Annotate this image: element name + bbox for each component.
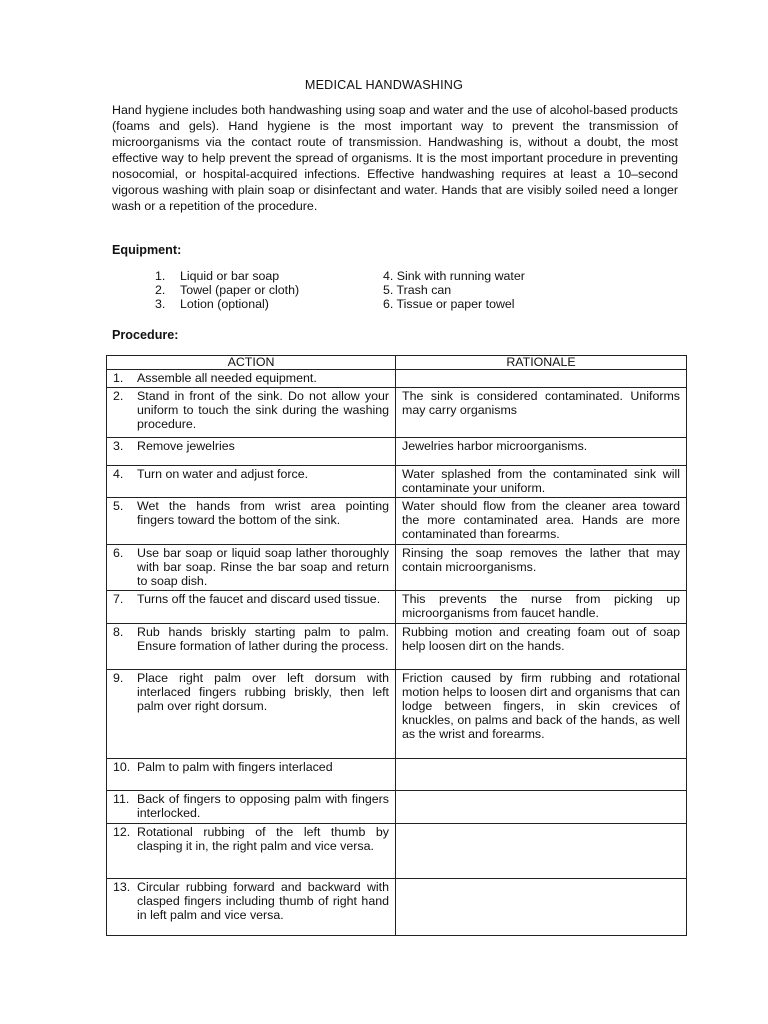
table-row (107, 824, 687, 879)
step-number: 6. (113, 546, 124, 560)
equipment-item (155, 283, 299, 297)
table-row (107, 545, 687, 591)
equipment-label: Liquid or bar soap (180, 269, 280, 283)
step-number: 12. (113, 825, 131, 839)
table-row (107, 879, 687, 936)
action-cell (107, 824, 396, 879)
step-number: 11. (113, 792, 130, 806)
step-number: 10. (113, 760, 131, 774)
equipment-item: 6. Tissue or paper towel (383, 297, 515, 311)
procedure-heading: Procedure: (112, 328, 179, 342)
rationale-cell: Friction caused by firm rubbing and rotational motion helps to loosen dirt and organisms that can lodge between fingers, in skin crevices of knuckles, on palms and back of the hands, as well as the wrist and forearms. (396, 670, 687, 759)
rationale-cell: Water should flow from the cleaner area toward the more contaminated area. Hands are more contaminated than forearms. (396, 498, 687, 545)
rationale-cell: This prevents the nurse from picking up microorganisms from faucet handle. (396, 591, 687, 624)
rationale-cell: Rinsing the soap removes the lather that may contain microorganisms. (396, 545, 687, 591)
table-row (107, 370, 687, 388)
table-row (107, 438, 687, 466)
action-text: Use bar soap or liquid soap lather thoroughly with bar soap. Rinse the bar soap and return to soap dish. (137, 546, 389, 588)
action-cell (107, 370, 396, 388)
equipment-number: 2. (155, 283, 166, 297)
table-row (107, 791, 687, 824)
equipment-heading: Equipment: (112, 243, 182, 257)
step-number: 3. (113, 439, 124, 453)
equipment-item: 4. Sink with running water (383, 269, 525, 283)
equipment-row (155, 297, 575, 311)
rationale-cell: The sink is considered contaminated. Uniforms may carry organisms (396, 388, 687, 438)
step-number: 2. (113, 389, 124, 403)
step-number: 8. (113, 625, 124, 639)
equipment-label: Lotion (optional) (180, 297, 269, 311)
action-text: Wet the hands from wrist area pointing fingers toward the bottom of the sink. (137, 499, 389, 527)
equipment-row (155, 283, 575, 297)
action-text: Turn on water and adjust force. (137, 467, 309, 481)
step-number: 5. (113, 499, 124, 513)
page-title: MEDICAL HANDWASHING (304, 78, 464, 92)
action-cell (107, 498, 396, 545)
intro-paragraph: Hand hygiene includes both handwashing using soap and water and the use of alcohol-based products (foams and gels). Hand hygiene is the most important way to prevent the transmission of microorganisms via the contact route of transmission. Handwashing is, without a doubt, the most effective way to help prevent the spread of organisms. It is the most important procedure in preventing nosocomial, or hospital-acquired infections. Effective handwashing requires at least a 10–second vigorous washing with plain soap or disinfectant and water. Hands that are visibly soiled need a longer wash or a repetition of the procedure. (112, 103, 678, 213)
equipment-number: 1. (155, 269, 166, 283)
procedure-table (106, 355, 687, 936)
action-cell (107, 624, 396, 670)
rationale-cell (396, 824, 687, 879)
action-cell (107, 791, 396, 824)
action-cell (107, 759, 396, 791)
table-header-row (107, 356, 687, 370)
table-row (107, 498, 687, 545)
step-number: 13. (113, 880, 131, 894)
table-row (107, 591, 687, 624)
action-cell (107, 438, 396, 466)
step-number: 4. (113, 467, 124, 481)
action-text: Place right palm over left dorsum with interlaced fingers rubbing briskly, then left palm over right dorsum. (137, 671, 389, 713)
equipment-item (155, 269, 279, 283)
action-text: Turns off the faucet and discard used tissue. (137, 592, 381, 606)
table-row (107, 759, 687, 791)
table-row (107, 388, 687, 438)
table-row (107, 670, 687, 759)
table-row (107, 466, 687, 498)
action-cell (107, 591, 396, 624)
action-text: Stand in front of the sink. Do not allow your uniform to touch the sink during the washing procedure. (137, 389, 389, 431)
action-text: Circular rubbing forward and backward with clasped fingers including thumb of right hand in left palm and vice versa. (137, 880, 389, 922)
step-number: 9. (113, 671, 124, 685)
equipment-number: 3. (155, 297, 166, 311)
equipment-item: 5. Trash can (383, 283, 452, 297)
equipment-item (155, 297, 269, 311)
action-cell (107, 879, 396, 936)
step-number: 1. (113, 371, 124, 385)
action-column-header: ACTION (107, 356, 396, 370)
rationale-cell: Rubbing motion and creating foam out of soap help loosen dirt on the hands. (396, 624, 687, 670)
action-text: Palm to palm with fingers interlaced (137, 760, 333, 774)
action-cell (107, 545, 396, 591)
rationale-cell (396, 370, 687, 388)
table-row (107, 624, 687, 670)
action-text: Remove jewelries (137, 439, 235, 453)
rationale-cell (396, 759, 687, 791)
action-text: Assemble all needed equipment. (137, 371, 317, 385)
action-text: Rub hands briskly starting palm to palm. Ensure formation of lather during the process. (137, 625, 389, 653)
action-text: Rotational rubbing of the left thumb by clasping it in, the right palm and vice versa. (137, 825, 389, 853)
equipment-label: Towel (paper or cloth) (180, 283, 300, 297)
action-cell (107, 670, 396, 759)
action-text: Back of fingers to opposing palm with fingers interlocked. (137, 792, 389, 820)
equipment-list (155, 269, 575, 311)
equipment-row (155, 269, 575, 283)
action-cell (107, 466, 396, 498)
rationale-cell: Water splashed from the contaminated sink will contaminate your uniform. (396, 466, 687, 498)
rationale-column-header: RATIONALE (396, 356, 687, 370)
rationale-cell (396, 791, 687, 824)
rationale-cell (396, 879, 687, 936)
action-cell (107, 388, 396, 438)
step-number: 7. (113, 592, 124, 606)
rationale-cell: Jewelries harbor microorganisms. (396, 438, 687, 466)
